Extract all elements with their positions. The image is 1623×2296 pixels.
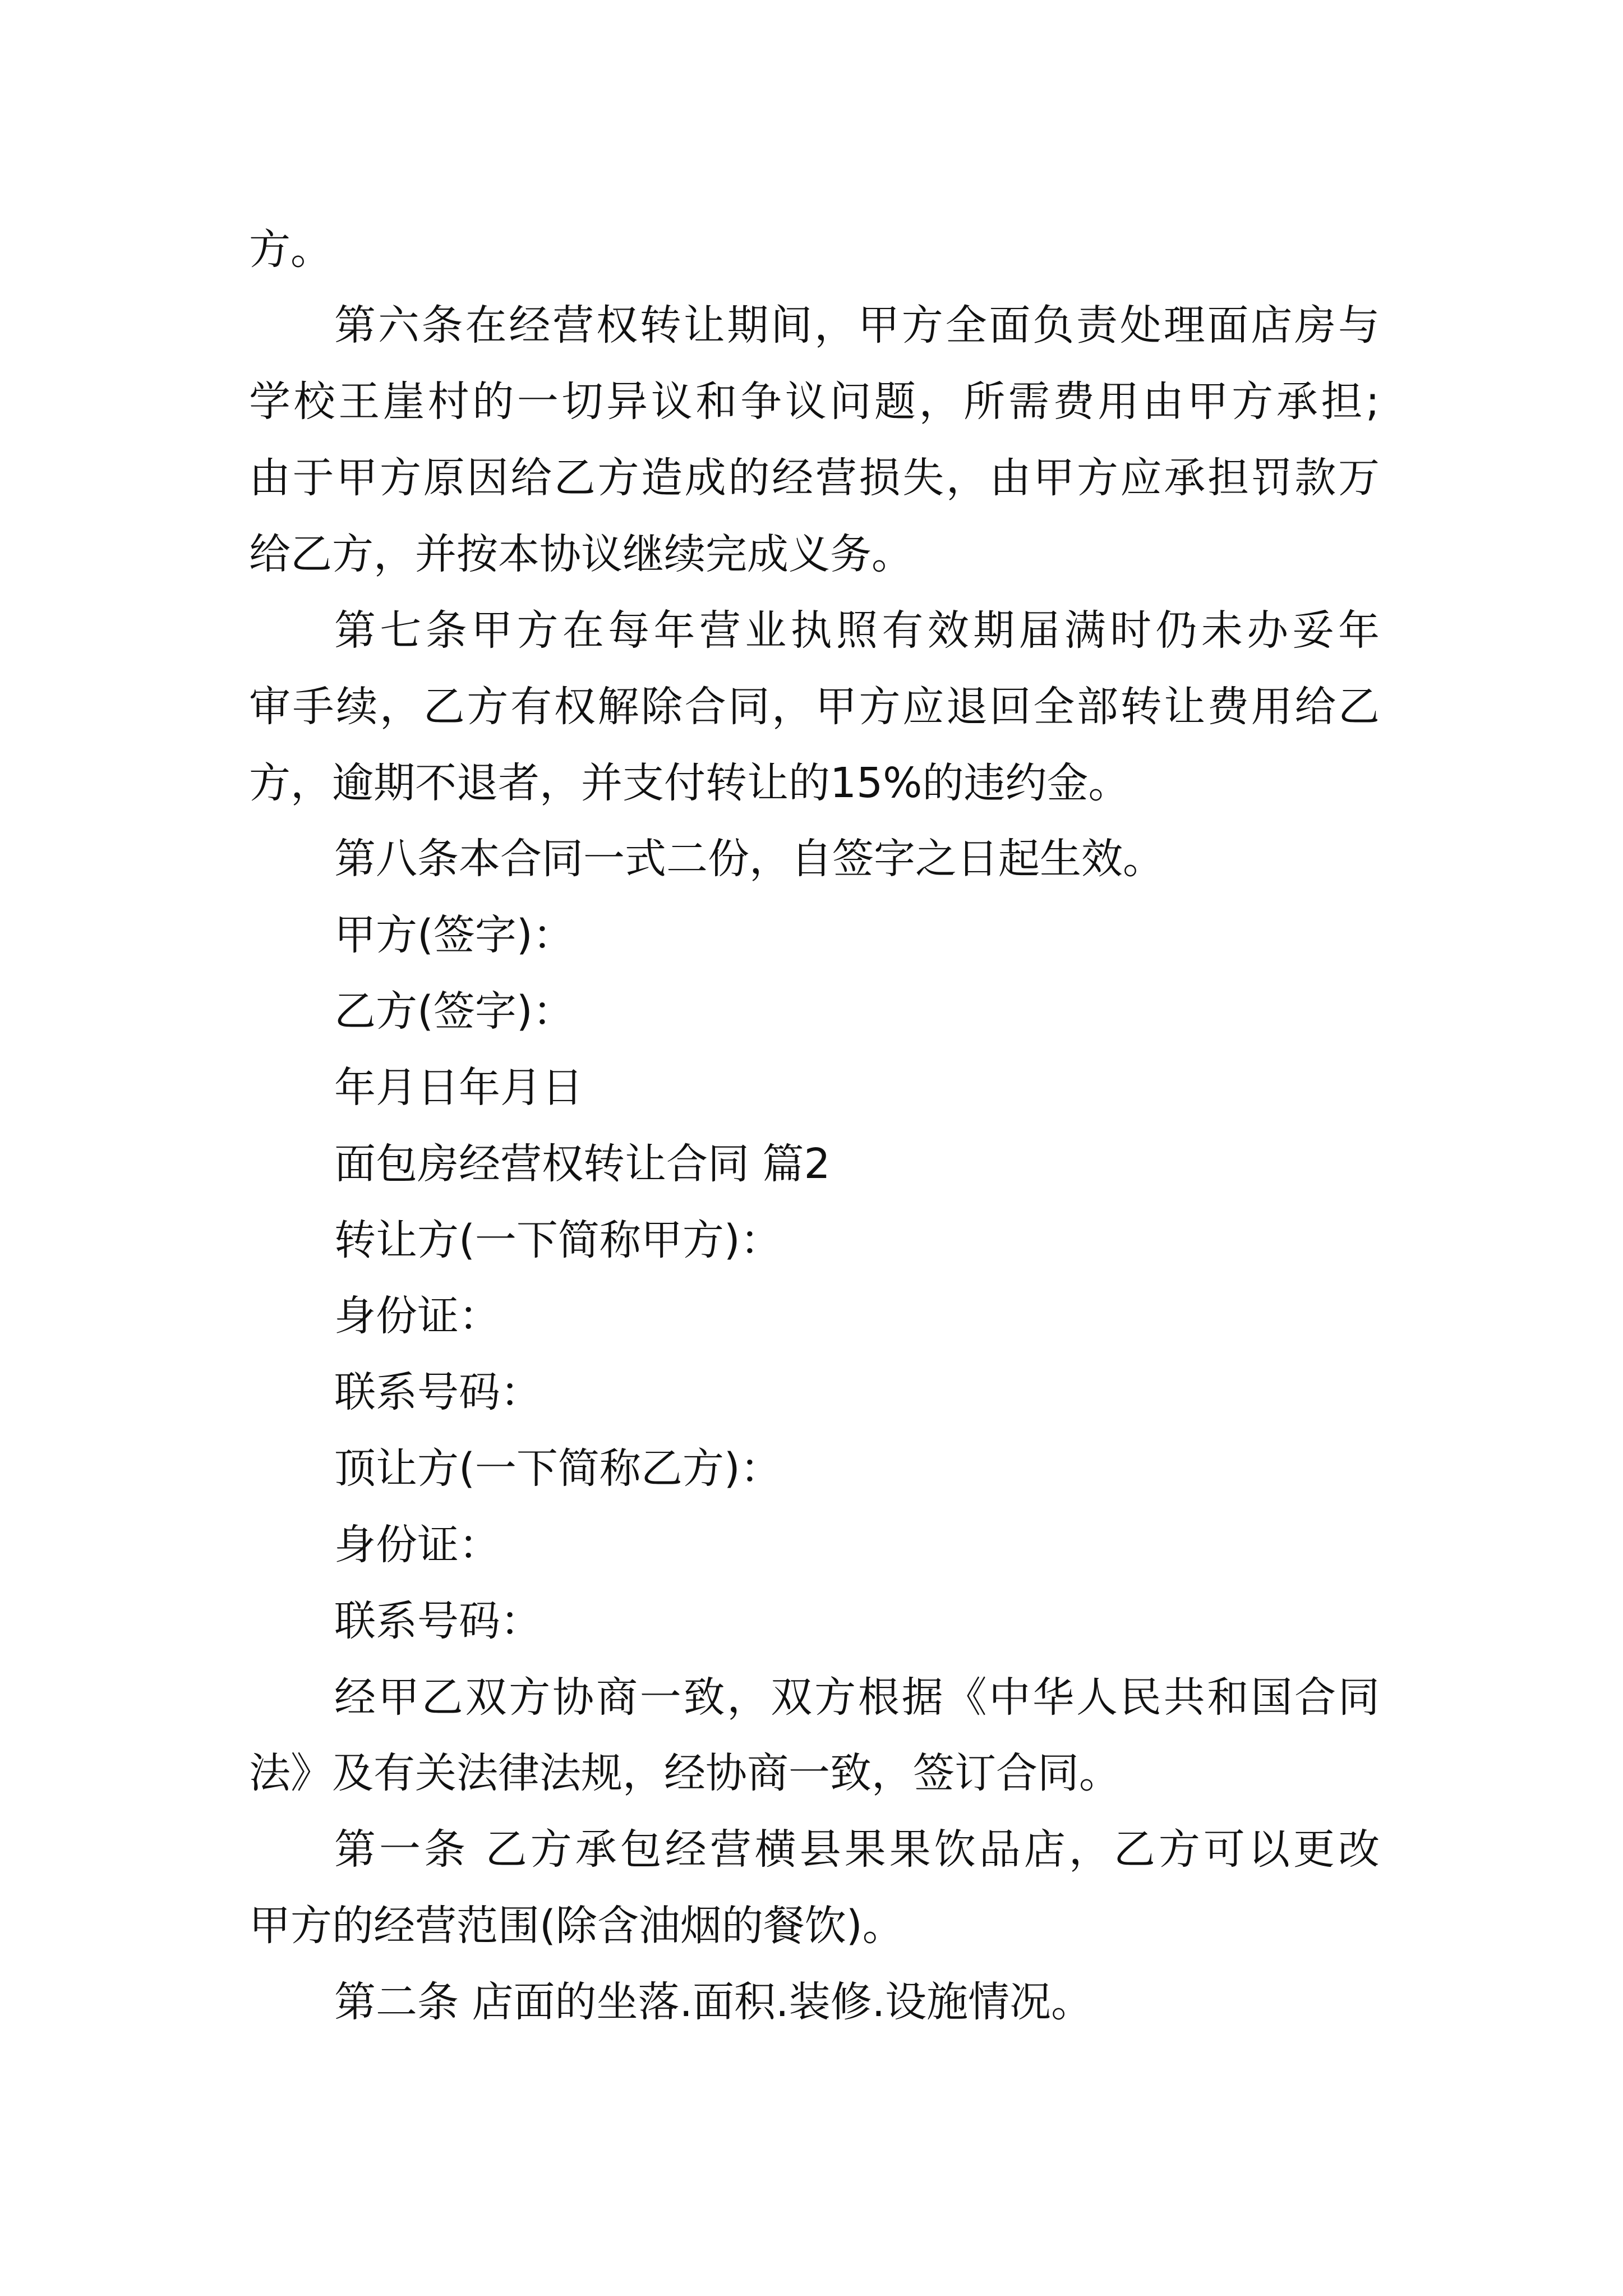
text-line: 第八条本合同一式二份，自签字之日起生效。 [334, 835, 1164, 883]
transferee-line: 顶让方(一下简称乙方)： [334, 1444, 782, 1493]
date-line: 年月日年月日 [334, 1064, 583, 1112]
text-line: 审手续，乙方有权解除合同，甲方应退回全部转让费用给乙 [249, 683, 1380, 731]
transferor-line: 转让方(一下简称甲方)： [334, 1216, 782, 1264]
signature-line-party-b: 乙方(签字)： [334, 987, 574, 1036]
id-card-line: 身份证： [334, 1292, 500, 1340]
signature-line-party-a: 甲方(签字)： [334, 911, 574, 959]
text-line: 方，逾期不退者，并支付转让的15%的违约金。 [249, 759, 1130, 807]
text-line: 经甲乙双方协商一致，双方根据《中华人民共和国合同 [334, 1673, 1380, 1722]
text-line: 第二条 店面的坐落.面积.装修.设施情况。 [334, 1978, 1093, 2026]
text-line: 法》及有关法律法规，经协商一致，签订合同。 [249, 1749, 1121, 1797]
text-line: 第七条甲方在每年营业执照有效期届满时仍未办妥年 [334, 606, 1380, 655]
text-line: 学校王崖村的一切异议和争议问题，所需费用由甲方承担; [249, 378, 1380, 426]
text-line: 方。 [249, 226, 332, 274]
id-card-line: 身份证： [334, 1521, 500, 1569]
text-line: 甲方的经营范围(除含油烟的餐饮)。 [249, 1902, 904, 1950]
phone-line: 联系号码： [334, 1368, 542, 1416]
section-heading: 面包房经营权转让合同 篇2 [334, 1140, 831, 1188]
phone-line: 联系号码： [334, 1597, 542, 1645]
text-line: 给乙方，并按本协议继续完成义务。 [249, 530, 913, 578]
text-line: 第一条 乙方承包经营横县果果饮品店，乙方可以更改 [334, 1825, 1380, 1874]
text-line: 由于甲方原因给乙方造成的经营损失，由甲方应承担罚款万 [249, 454, 1380, 502]
text-line: 第六条在经营权转让期间，甲方全面负责处理面店房与 [334, 301, 1380, 349]
